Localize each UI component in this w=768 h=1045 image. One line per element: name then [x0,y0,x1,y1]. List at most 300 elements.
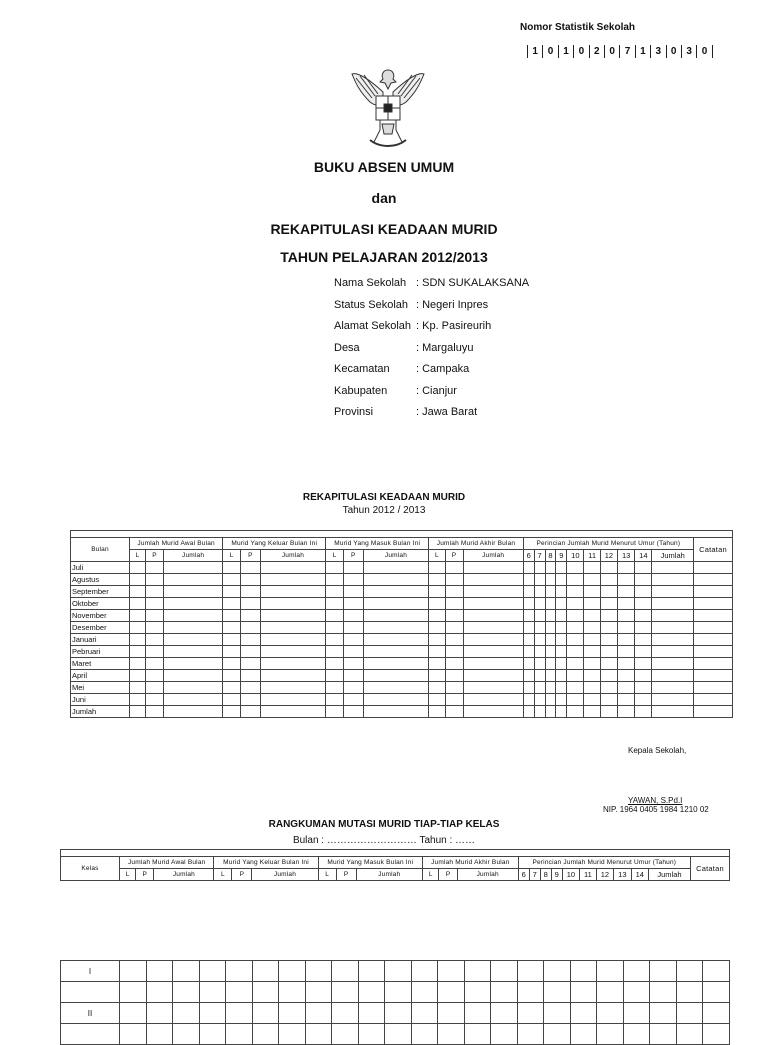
table-cell [694,682,733,694]
table-cell [199,1003,226,1024]
table-spacer-cell [71,531,733,538]
table-cell [676,1024,703,1045]
table-cell [120,961,147,982]
table-cell [241,610,261,622]
table-cell [252,1024,279,1045]
table-cell [635,670,652,682]
table-cell [163,670,222,682]
table-cell [363,610,429,622]
table-row [71,682,733,694]
table-cell [343,658,363,670]
table-cell [223,646,241,658]
group-header: Jumlah Murid Akhir Bulan [429,538,523,550]
group-header: Murid Yang Masuk Bulan Ini [318,857,422,869]
table-cell [260,634,326,646]
table-cell [445,622,463,634]
table-cell [363,586,429,598]
table-cell [343,694,363,706]
table-cell [163,586,222,598]
table-cell [545,658,556,670]
table-cell [130,598,146,610]
table-row [71,670,733,682]
table-cell [600,622,617,634]
table-cell [130,706,146,718]
table-cell [332,982,359,1003]
table-cell [363,622,429,634]
sub-header: L [318,869,336,881]
table-cell [445,706,463,718]
rekap-title: REKAPITULASI KEADAAN MURID [302,492,466,503]
table-cell [534,622,545,634]
month-label: Januari [71,634,130,646]
school-info-key: Kecamatan [334,363,390,375]
table-cell [260,658,326,670]
table-cell [635,598,652,610]
table-cell [517,1003,544,1024]
table-cell [260,706,326,718]
table-cell [411,982,438,1003]
table-cell [130,586,146,598]
catatan-header: Catatan [694,538,733,562]
age-header: 12 [600,550,617,562]
table-cell [332,1003,359,1024]
sub-header: P [232,869,252,881]
sub-header: L [326,550,344,562]
table-row [71,598,733,610]
table-cell [130,658,146,670]
table-cell [279,1024,306,1045]
table-cell [556,670,567,682]
table-cell [491,1024,518,1045]
table-cell [618,610,635,622]
table-cell [429,694,445,706]
table-cell [429,670,445,682]
table-cell [694,706,733,718]
table-cell [464,961,491,982]
table-cell [163,574,222,586]
table-cell [567,586,584,598]
age-header: 6 [523,550,534,562]
table-cell [694,622,733,634]
table-cell [279,1003,306,1024]
table-cell [652,658,694,670]
table-cell [463,694,523,706]
table-cell [544,1024,571,1045]
table-cell [618,586,635,598]
table-cell [173,982,200,1003]
table-cell [463,622,523,634]
table-cell [703,1024,730,1045]
table-cell [463,598,523,610]
table-cell [556,610,567,622]
table-cell [545,622,556,634]
table-cell [584,670,600,682]
age-header: 13 [614,869,631,881]
table-cell [241,694,261,706]
table-header-row [61,857,730,869]
table-cell [163,682,222,694]
table-cell [358,1024,385,1045]
table-cell [173,1003,200,1024]
table-cell [146,634,164,646]
table-cell [445,646,463,658]
table-cell [241,622,261,634]
table-cell [545,562,556,574]
table-cell [146,694,164,706]
table-cell [363,598,429,610]
table-cell [445,598,463,610]
table-cell [363,694,429,706]
table-cell [523,706,534,718]
school-info-row [334,363,469,375]
table-row [71,610,733,622]
nss-label: Nomor Statistik Sekolah [520,22,636,33]
group-header: Jumlah Murid Awal Bulan [130,538,223,550]
table-cell [556,634,567,646]
sub-header: P [146,550,164,562]
table-cell [163,634,222,646]
table-cell [635,574,652,586]
school-info-key: Desa [334,341,360,354]
sub-header: P [445,550,463,562]
month-label: Juni [71,694,130,706]
table-cell [567,622,584,634]
table-cell [544,982,571,1003]
table-cell [584,598,600,610]
school-info-row [334,299,488,311]
table-cell [252,982,279,1003]
table-cell [173,961,200,982]
table-cell [411,961,438,982]
age-header: 13 [618,550,635,562]
table-cell [545,598,556,610]
school-info-value: : Jawa Barat [416,406,478,418]
table-cell [199,982,226,1003]
kelas-label: I [61,961,120,982]
table-cell [556,646,567,658]
table-cell [694,562,733,574]
table-cell [223,610,241,622]
table-cell [597,961,624,982]
table-cell [534,574,545,586]
table-cell [241,646,261,658]
month-label: Jumlah [71,706,130,718]
table-cell [445,682,463,694]
nss-digit: 1 [635,45,650,58]
table-cell [326,586,344,598]
table-cell [618,694,635,706]
nss-digit: 2 [589,45,604,58]
table-cell [326,622,344,634]
kelas-label [61,982,120,1003]
table-cell [464,1024,491,1045]
month-label: Juli [71,562,130,574]
kelas-label: II [61,1003,120,1024]
table-cell [445,610,463,622]
table-cell [584,634,600,646]
table-cell [146,562,164,574]
school-info-key: Alamat Sekolah [334,320,412,332]
table-cell [241,682,261,694]
table-cell [260,622,326,634]
table-cell [570,1024,597,1045]
table-cell [676,1003,703,1024]
table-cell [363,670,429,682]
table-cell [199,1024,226,1045]
table-cell [635,646,652,658]
table-row [61,1024,730,1045]
month-label: Mei [71,682,130,694]
table-cell [534,598,545,610]
table-cell [463,634,523,646]
table-cell [326,694,344,706]
table-cell [463,706,523,718]
table-cell [618,682,635,694]
table-cell [597,982,624,1003]
table-cell [146,574,164,586]
group-header: Jumlah Murid Akhir Bulan [422,857,518,869]
kelas-label [61,1024,120,1045]
table-cell [363,574,429,586]
school-info-row [334,277,529,289]
mutasi-body-table [60,960,730,1045]
table-cell [163,622,222,634]
table-cell [199,961,226,982]
table-cell [163,562,222,574]
table-cell [635,694,652,706]
kepala-sekolah-label: Kepala Sekolah, [628,746,687,755]
table-cell [618,658,635,670]
table-cell [517,1024,544,1045]
table-cell [618,634,635,646]
age-header: 7 [534,550,545,562]
table-cell [326,598,344,610]
table-header-row [71,538,733,550]
table-cell [279,961,306,982]
title-rekapitulasi: REKAPITULASI KEADAAN MURID [270,221,498,237]
table-cell [600,586,617,598]
table-row [71,634,733,646]
school-info-row [334,342,473,354]
table-cell [260,574,326,586]
table-cell [411,1003,438,1024]
table-cell [618,574,635,586]
table-cell [326,610,344,622]
table-cell [146,658,164,670]
table-cell [584,694,600,706]
title-buku-absen: BUKU ABSEN UMUM [313,159,455,175]
table-cell [584,658,600,670]
table-cell [120,1003,147,1024]
sub-header: Jumlah [363,550,429,562]
mutasi-title: RANGKUMAN MUTASI MURID TIAP-TIAP KELAS [268,819,500,830]
table-cell [332,1024,359,1045]
table-cell [429,634,445,646]
table-cell [623,1024,650,1045]
table-cell [597,1024,624,1045]
table-cell [623,982,650,1003]
nss-digit: 0 [542,45,557,58]
table-row [71,658,733,670]
table-cell [534,670,545,682]
table-cell [130,622,146,634]
table-cell [676,982,703,1003]
table-cell [223,670,241,682]
table-cell [635,634,652,646]
table-cell [385,982,412,1003]
table-cell [146,610,164,622]
table-cell [223,574,241,586]
table-cell [343,634,363,646]
table-cell [545,682,556,694]
table-top-spacer-row [71,531,733,538]
table-cell [173,1024,200,1045]
table-spacer-cell [61,850,730,857]
table-cell [146,682,164,694]
table-cell [635,658,652,670]
table-cell [523,562,534,574]
table-cell [429,610,445,622]
kepala-sekolah-nip: NIP. 1964 0405 1984 1210 02 [603,805,709,814]
table-cell [223,598,241,610]
table-cell [567,706,584,718]
school-info-row [334,320,491,332]
table-cell [584,646,600,658]
table-cell [650,961,677,982]
table-cell [567,658,584,670]
table-cell [534,706,545,718]
mutasi-subtitle: Bulan : ……………………… Tahun : …… [292,835,476,846]
table-cell [163,706,222,718]
age-header: 10 [562,869,579,881]
table-cell [464,1003,491,1024]
table-cell [703,1003,730,1024]
school-info-value: : Kp. Pasireurih [416,320,492,332]
table-cell [163,694,222,706]
table-cell [241,586,261,598]
table-cell [556,694,567,706]
table-cell [600,598,617,610]
group-header: Murid Yang Keluar Bulan Ini [223,538,326,550]
table-cell [534,610,545,622]
nss-digit: 3 [681,45,696,58]
sub-header: L [429,550,445,562]
table-cell [652,610,694,622]
table-row [71,574,733,586]
sub-header: Jumlah [260,550,326,562]
table-cell [523,682,534,694]
table-cell [429,574,445,586]
table-cell [326,574,344,586]
table-cell [600,670,617,682]
table-cell [326,670,344,682]
table-cell [260,610,326,622]
table-cell [567,598,584,610]
table-cell [635,622,652,634]
sub-header: P [439,869,457,881]
rekap-subtitle: Tahun 2012 / 2013 [342,505,426,516]
table-cell [545,694,556,706]
table-cell [491,1003,518,1024]
table-cell [260,694,326,706]
table-cell [130,670,146,682]
mutasi-header-table [60,849,730,881]
table-cell [534,562,545,574]
table-cell [652,622,694,634]
umur-header: Perincian Jumlah Murid Menurut Umur (Tahun) [523,538,693,550]
table-cell [570,1003,597,1024]
table-cell [635,562,652,574]
table-cell [652,694,694,706]
sub-header: Jumlah [154,869,214,881]
table-cell [260,586,326,598]
sub-header: L [223,550,241,562]
table-cell [241,634,261,646]
table-cell [618,706,635,718]
table-cell [429,658,445,670]
table-cell [305,961,332,982]
table-cell [120,982,147,1003]
table-cell [635,682,652,694]
month-label: September [71,586,130,598]
table-cell [567,682,584,694]
title-dan: dan [371,190,397,206]
table-cell [438,1024,465,1045]
table-cell [618,598,635,610]
school-info-row [334,385,457,397]
month-label: Pebruari [71,646,130,658]
table-cell [534,658,545,670]
sub-header: P [336,869,356,881]
sub-header: P [241,550,261,562]
school-info-value: : Campaka [416,363,470,375]
table-cell [260,682,326,694]
table-cell [570,961,597,982]
table-cell [130,646,146,658]
age-header: Jumlah [648,869,690,881]
table-cell [523,646,534,658]
table-cell [567,694,584,706]
table-cell [363,658,429,670]
table-cell [652,586,694,598]
table-cell [556,622,567,634]
table-cell [252,961,279,982]
table-cell [676,961,703,982]
table-cell [241,598,261,610]
table-cell [445,670,463,682]
table-cell [260,562,326,574]
garuda-emblem-icon [350,62,426,152]
table-cell [618,622,635,634]
table-cell [556,586,567,598]
sub-header: Jumlah [457,869,518,881]
table-cell [600,706,617,718]
table-cell [567,634,584,646]
table-cell [429,706,445,718]
table-cell [556,574,567,586]
table-cell [463,574,523,586]
month-label: Desember [71,622,130,634]
sub-header: L [214,869,232,881]
table-cell [429,622,445,634]
table-cell [438,1003,465,1024]
table-cell [326,658,344,670]
table-cell [545,646,556,658]
table-cell [567,562,584,574]
table-cell [343,670,363,682]
table-cell [241,574,261,586]
table-cell [463,646,523,658]
